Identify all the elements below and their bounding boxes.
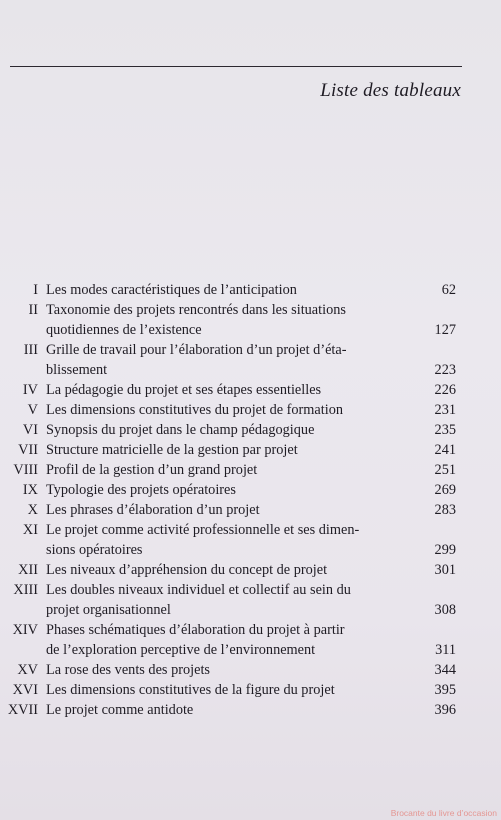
- toc-entry-page-number: 308: [434, 602, 456, 618]
- toc-entry-title-line: Les doubles niveaux individuel et collectif au sein du: [46, 582, 351, 598]
- toc-entry-title: [46, 300, 400, 340]
- toc-entry-title: [46, 580, 400, 620]
- toc-entry-number: XIV: [12, 622, 38, 638]
- toc-entry-page-number: 226: [434, 382, 456, 398]
- toc-entry: [0, 680, 501, 700]
- toc-entry: [0, 580, 501, 620]
- toc-entry-page-number: 231: [434, 402, 456, 418]
- toc-entry: [0, 420, 501, 440]
- toc-entry-title-line: La pédagogie du projet et ses étapes essentielles: [46, 382, 322, 398]
- toc-entry-page-number: 283: [434, 502, 456, 518]
- toc-entry-page-number: 301: [434, 562, 456, 578]
- toc-entry-page-number: 396: [434, 702, 456, 718]
- toc-entry-title: [46, 560, 400, 580]
- toc-entry-title: [46, 380, 400, 400]
- toc-entry-title-line: Profil de la gestion d’un grand projet: [46, 462, 258, 478]
- header-rule: [10, 66, 462, 67]
- toc-entry-title: [46, 280, 400, 300]
- toc-entry-title-line: Phases schématiques d’élaboration du projet à partir: [46, 622, 345, 638]
- toc-entry-number: IX: [22, 482, 38, 498]
- toc-entry-page-number: 62: [441, 282, 456, 298]
- toc-entry-title: [46, 460, 400, 480]
- toc-entry-title-line: Grille de travail pour l’élaboration d’un projet d’éta-: [46, 342, 347, 358]
- toc-entry-title: [46, 400, 400, 420]
- toc-entry-title-line: Taxonomie des projets rencontrés dans les situations: [46, 302, 346, 318]
- toc-entry-number: VII: [18, 442, 38, 458]
- toc-entry-title-line: blissement: [46, 362, 108, 378]
- toc-entry-page-number: 127: [434, 322, 456, 338]
- toc-entry-number: X: [27, 502, 38, 518]
- toc-entry-title-line: Les phrases d’élaboration d’un projet: [46, 502, 260, 518]
- toc-entry-number: XV: [17, 662, 38, 678]
- toc-entry-title-line: Typologie des projets opératoires: [46, 482, 236, 498]
- toc-entry: [0, 380, 501, 400]
- toc-entry-number: V: [27, 402, 38, 418]
- toc-entry-title-line: La rose des vents des projets: [46, 662, 210, 678]
- toc-entry-page-number: 223: [434, 362, 456, 378]
- toc-entry-page-number: 251: [434, 462, 456, 478]
- toc-entry-page-number: 395: [434, 682, 456, 698]
- toc-entry-page-number: 241: [434, 442, 456, 458]
- toc-entry-page-number: 235: [434, 422, 456, 438]
- toc-entry-number: IV: [22, 382, 38, 398]
- table-of-contents-list: [0, 280, 501, 720]
- toc-entry: [0, 300, 501, 340]
- toc-entry-title: [46, 620, 400, 660]
- toc-entry-number: VI: [22, 422, 38, 438]
- toc-entry-title-line: Structure matricielle de la gestion par projet: [46, 442, 298, 458]
- toc-entry-number: XVI: [12, 682, 38, 698]
- toc-entry-title-line: projet organisationnel: [46, 602, 171, 618]
- toc-entry-title: [46, 520, 400, 560]
- toc-entry-number: I: [33, 282, 38, 298]
- toc-entry-title: [46, 420, 400, 440]
- toc-entry-title: [46, 440, 400, 460]
- toc-entry-title-line: Les dimensions constitutives de la figure du projet: [46, 682, 335, 698]
- toc-entry-title: [46, 480, 400, 500]
- toc-entry-title: [46, 680, 400, 700]
- toc-entry: [0, 460, 501, 480]
- toc-entry: [0, 520, 501, 560]
- toc-entry: [0, 560, 501, 580]
- toc-entry-title-line: sions opératoires: [46, 542, 143, 558]
- toc-entry-page-number: 269: [434, 482, 456, 498]
- toc-entry-number: XI: [22, 522, 38, 538]
- toc-entry-number: III: [23, 342, 38, 358]
- toc-entry-number: VIII: [13, 462, 38, 478]
- toc-entry-number: XIII: [13, 582, 38, 598]
- toc-entry-title-line: Synopsis du projet dans le champ pédagogique: [46, 422, 315, 438]
- toc-entry: [0, 400, 501, 420]
- toc-entry-number: XII: [18, 562, 38, 578]
- toc-entry-page-number: 311: [435, 642, 456, 658]
- toc-entry-page-number: 299: [434, 542, 456, 558]
- toc-entry-title-line: Le projet comme activité professionnelle et ses dimen-: [46, 522, 360, 538]
- toc-entry-title: [46, 340, 400, 380]
- toc-entry-title-line: Le projet comme antidote: [46, 702, 194, 718]
- watermark: Brocante du livre d’occasion: [390, 808, 497, 818]
- toc-entry: [0, 280, 501, 300]
- toc-entry-page-number: 344: [434, 662, 456, 678]
- toc-entry: [0, 620, 501, 660]
- toc-entry: [0, 480, 501, 500]
- toc-entry-title: [46, 700, 400, 720]
- toc-entry: [0, 660, 501, 680]
- toc-entry-title-line: Les niveaux d’appréhension du concept de projet: [46, 562, 328, 578]
- toc-entry-title: [46, 660, 400, 680]
- toc-entry: [0, 440, 501, 460]
- toc-entry: [0, 700, 501, 720]
- toc-entry-title-line: Les dimensions constitutives du projet de formation: [46, 402, 344, 418]
- toc-entry-title-line: de l’exploration perceptive de l’environnement: [46, 642, 316, 658]
- page-title: Liste des tableaux: [320, 80, 461, 101]
- toc-entry-number: II: [28, 302, 38, 318]
- toc-entry-number: XVII: [7, 702, 38, 718]
- toc-entry-title: [46, 500, 400, 520]
- toc-entry-title-line: quotidiennes de l’existence: [46, 322, 202, 338]
- toc-entry: [0, 500, 501, 520]
- toc-entry-title-line: Les modes caractéristiques de l’anticipation: [46, 282, 297, 298]
- toc-entry: [0, 340, 501, 380]
